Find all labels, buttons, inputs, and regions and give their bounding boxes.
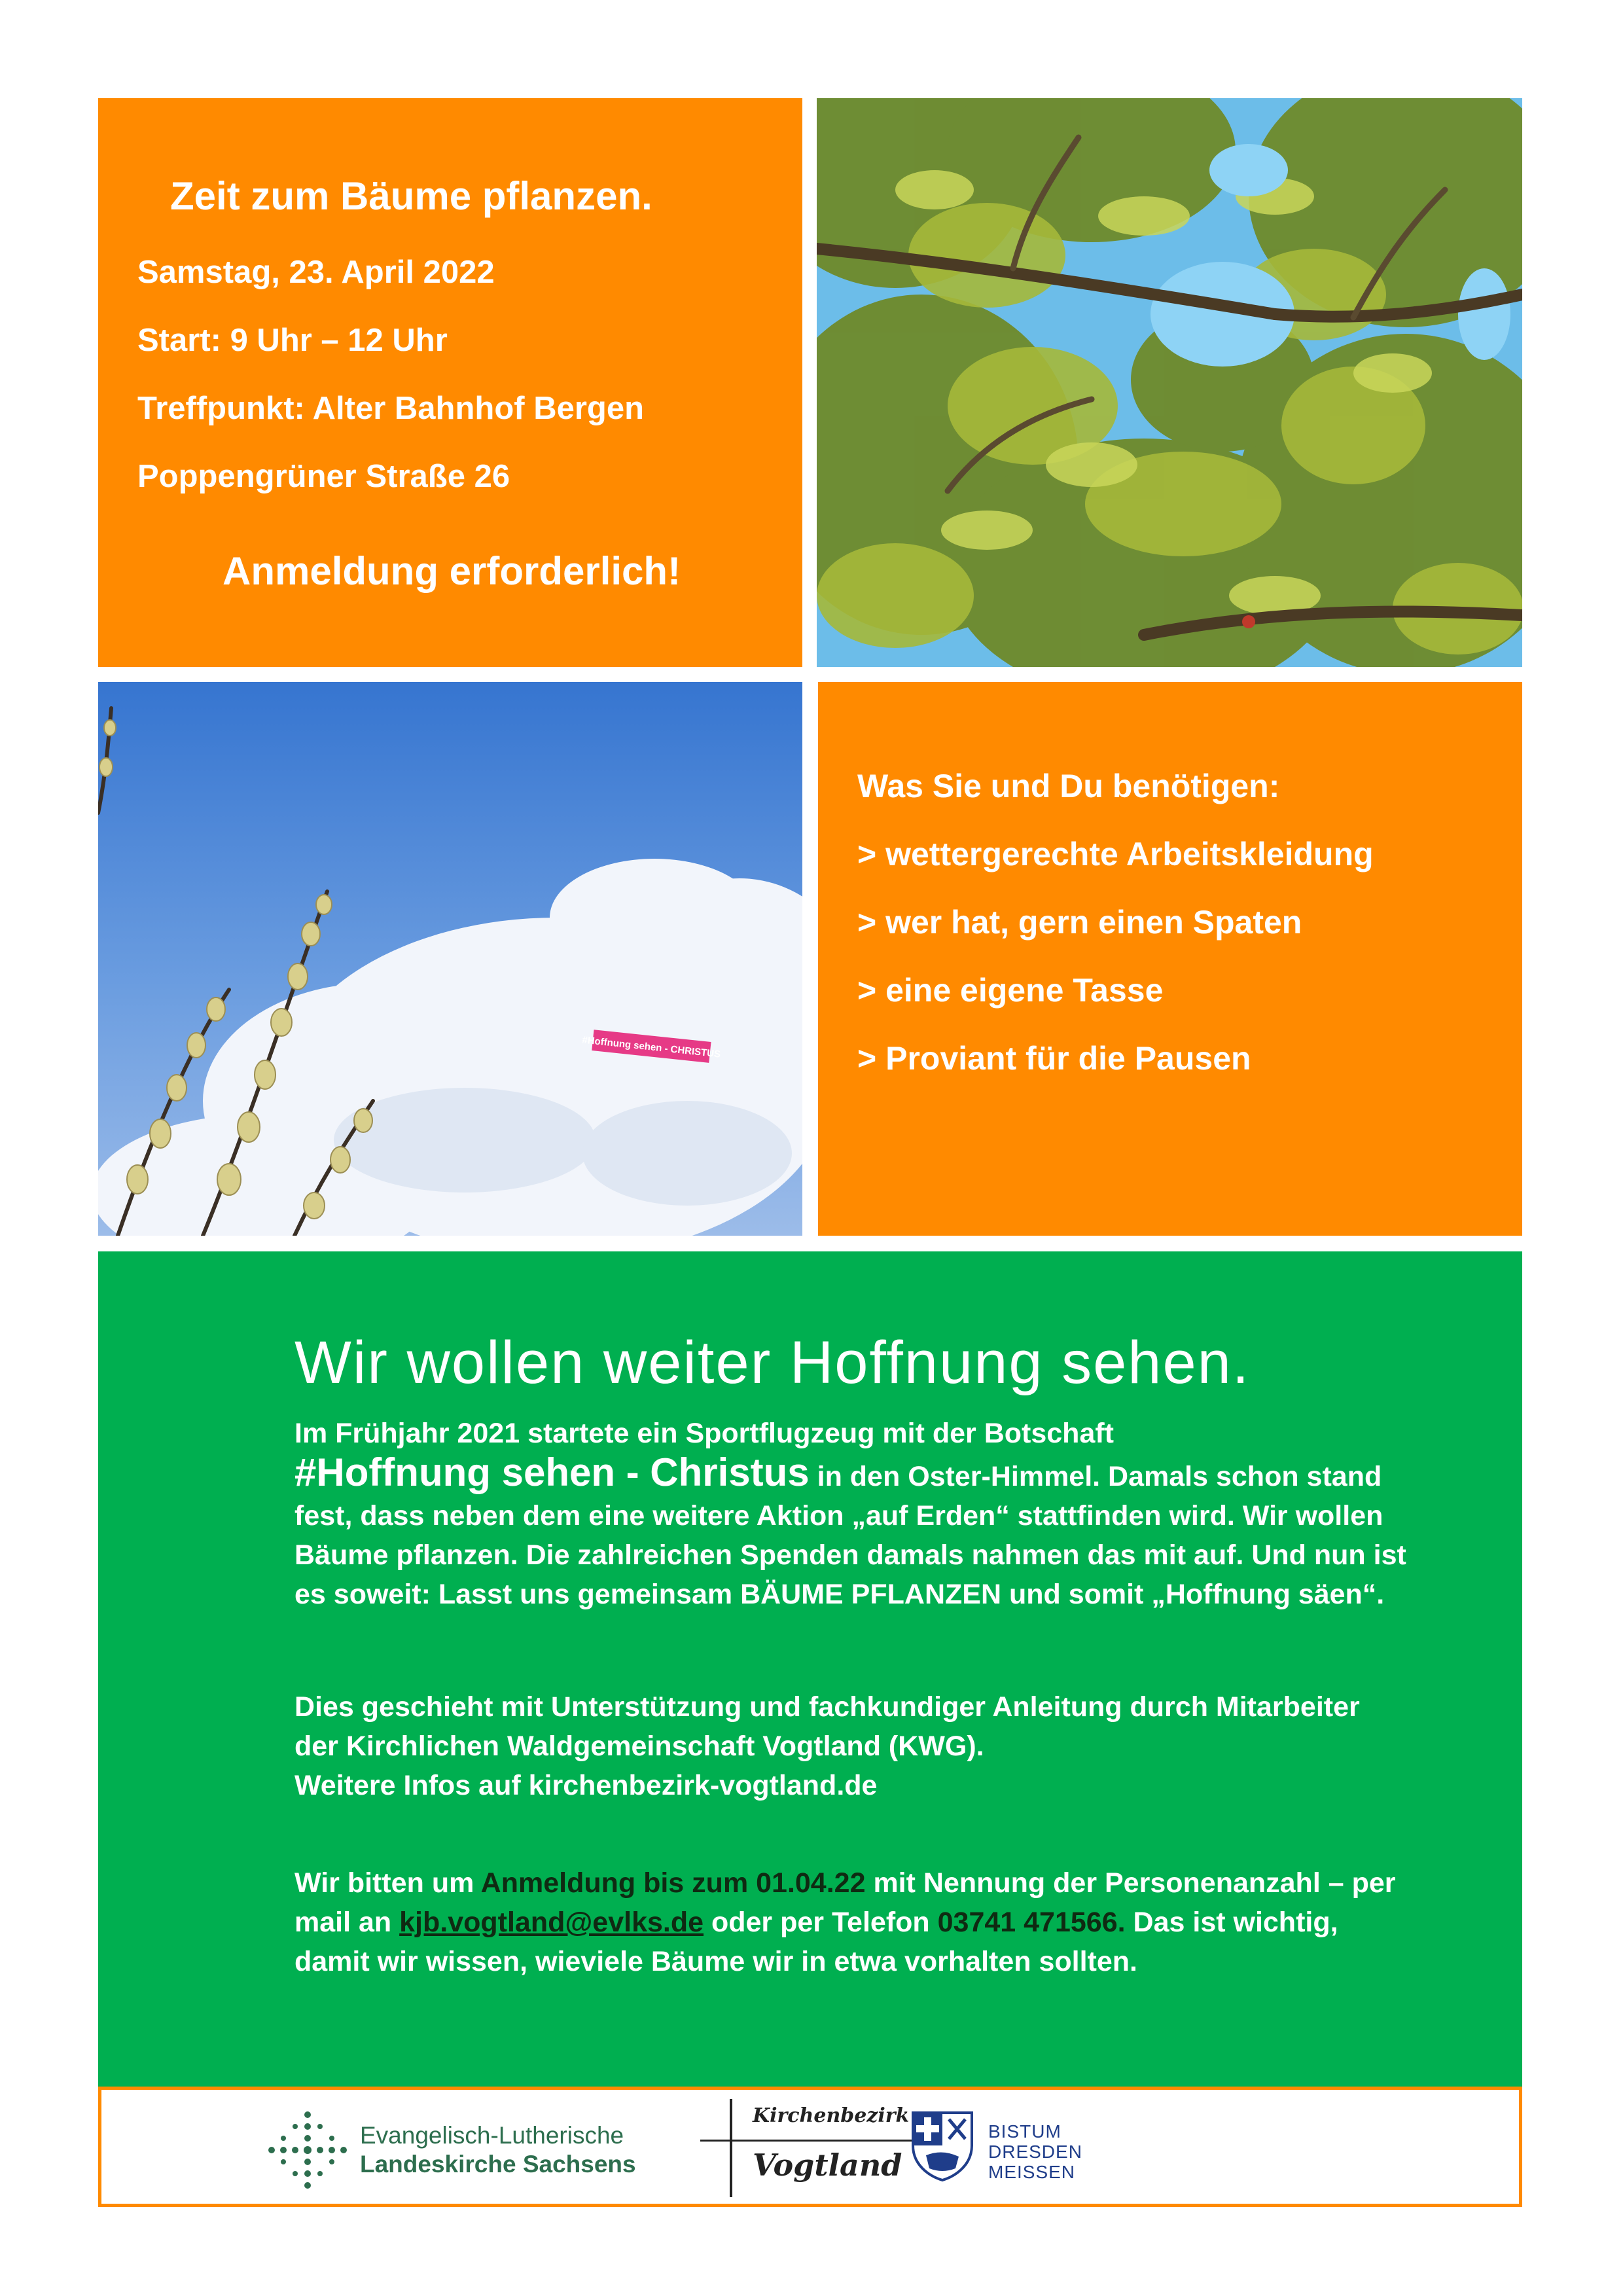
email-link[interactable]: kjb.vogtland@evlks.de	[399, 1907, 704, 1938]
main-headline: Wir wollen weiter Hoffnung sehen.	[294, 1329, 1251, 1396]
intro-text-a: Im Frühjahr 2021 startete ein Sportflugzeug mit der Botschaft	[294, 1418, 1114, 1449]
bistum-shield-icon	[910, 2109, 975, 2181]
landeskirche-line1: Evangelisch-Lutherische	[360, 2122, 624, 2149]
paragraph-registration	[294, 1863, 1407, 1981]
hashtag-message: #Hoffnung sehen - Christus	[294, 1450, 810, 1494]
requirement-item: > wettergerechte Arbeitskleidung	[857, 836, 1374, 872]
paragraph-support	[294, 1687, 1407, 1805]
event-meeting-point: Treffpunkt: Alter Bahnhof Bergen	[137, 391, 645, 426]
paragraph-intro	[294, 1414, 1407, 1614]
tree-canopy-illustration	[817, 98, 1522, 667]
registration-text-a: Wir bitten um	[294, 1867, 481, 1899]
phone-number: 03741 471566.	[937, 1907, 1126, 1938]
catkins-sky-photo	[98, 682, 802, 1236]
vogtland-label: Vogtland	[753, 2147, 902, 2183]
requirement-item: > wer hat, gern einen Spaten	[857, 904, 1302, 941]
event-address: Poppengrüner Straße 26	[137, 459, 510, 494]
event-info-panel	[98, 98, 802, 667]
intro-text-b: in den Oster-Himmel. Damals schon stand fest, dass neben dem eine weitere Aktion „auf Erden“ stattfinden wird. Wir wollen Bäume pflanzen. Die zahlreichen Spenden damals nahmen das mit auf. Und nun ist es soweit: Lasst uns gemeinsam BÄUME PFLANZEN und somit „Hoffnung säen“.	[294, 1461, 1406, 1610]
bistum-logo	[910, 2109, 1132, 2188]
registration-text-c: oder per Telefon	[704, 1907, 938, 1938]
footer-logos	[98, 2087, 1522, 2207]
registration-deadline: Anmeldung bis zum 01.04.22	[480, 1867, 866, 1899]
catkins-sky-illustration	[98, 682, 802, 1236]
sky-banner-text: #Hoffnung sehen - CHRISTUS	[581, 1034, 721, 1060]
requirements-panel	[818, 682, 1522, 1236]
landeskirche-logo	[265, 2108, 636, 2193]
event-time: Start: 9 Uhr – 12 Uhr	[137, 323, 448, 358]
bistum-line2: DRESDEN	[988, 2142, 1082, 2162]
landeskirche-line2: Landeskirche Sachsens	[360, 2151, 636, 2178]
kirchenbezirk-label: Kirchenbezirk	[753, 2104, 910, 2127]
bistum-line3: MEISSEN	[988, 2162, 1076, 2182]
logo-cross-vertical	[730, 2099, 732, 2197]
registration-text-b: mit Nennung der Personenanzahl – per mail an	[294, 1867, 1396, 1938]
support-text: Dies geschieht mit Unterstützung und fachkundiger Anleitung durch Mitarbeiter der Kirchlichen Waldgemeinschaft Vogtland (KWG).	[294, 1691, 1360, 1762]
requirement-item: > eine eigene Tasse	[857, 972, 1164, 1009]
more-info-text: Weitere Infos auf kirchenbezirk-vogtland.de	[294, 1770, 878, 1801]
cross-dots-icon	[265, 2108, 350, 2193]
event-title: Zeit zum Bäume pflanzen.	[170, 174, 652, 218]
requirement-item: > Proviant für die Pausen	[857, 1040, 1251, 1077]
bistum-line1: BISTUM	[988, 2121, 1061, 2142]
hope-info-panel	[98, 1251, 1522, 2087]
requirements-heading: Was Sie und Du benötigen:	[857, 768, 1280, 804]
registration-notice: Anmeldung erforderlich!	[223, 549, 681, 593]
tree-canopy-photo	[817, 98, 1522, 667]
event-date: Samstag, 23. April 2022	[137, 255, 495, 290]
registration-text-d: Das ist wichtig, damit wir wissen, wieviele Bäume wir in etwa vorhalten sollten.	[294, 1907, 1338, 1977]
